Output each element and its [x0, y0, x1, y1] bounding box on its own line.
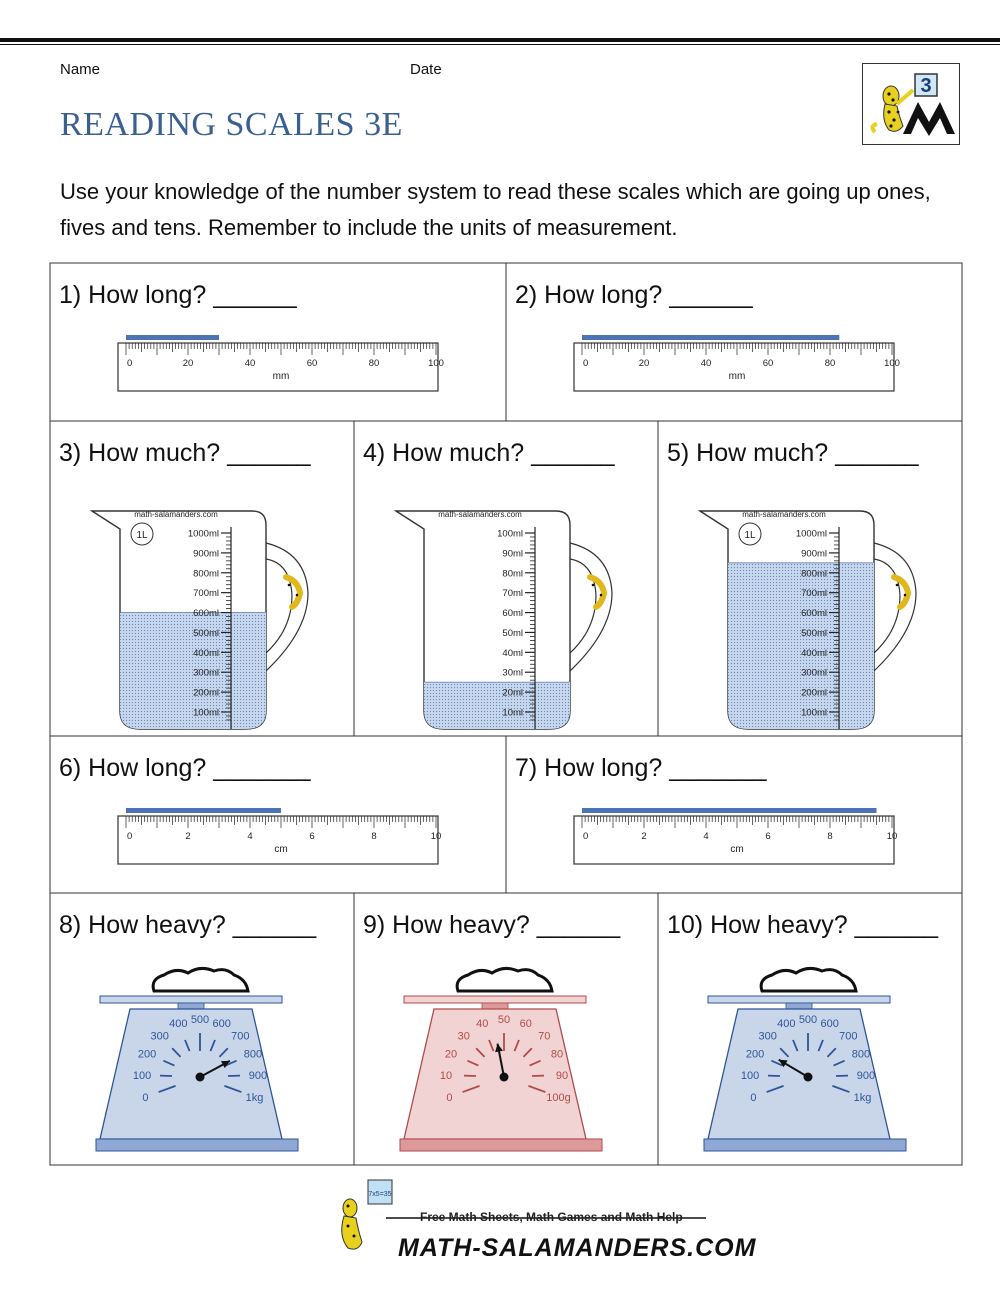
ruler-tick-label: 0 — [127, 358, 133, 369]
ruler-tick-label: 60 — [306, 358, 318, 369]
jug-label: 600ml — [193, 608, 219, 620]
jug-label: 90ml — [502, 548, 523, 560]
ruler-unit-label: mm — [272, 371, 290, 382]
ruler-tick-label: 0 — [583, 358, 589, 369]
dial-label: 500 — [190, 1014, 210, 1026]
jug-handle — [570, 543, 612, 671]
ruler-tick-label: 40 — [244, 358, 256, 369]
dial-label: 80 — [550, 1048, 564, 1061]
dial-label: 60 — [519, 1018, 532, 1031]
ruler-tick-label: 20 — [182, 358, 194, 369]
measured-object-bar — [126, 808, 281, 813]
dial-label: 600 — [212, 1018, 231, 1031]
dial-label: 0 — [750, 1091, 757, 1104]
question-4-text: 4) How much? ______ — [363, 439, 615, 467]
footer-tagline: Free Math Sheets, Math Games and Math Help — [420, 1210, 683, 1224]
question-1-cell — [50, 263, 506, 421]
question-9-cell — [354, 893, 658, 1165]
ruler-tick-label: 10 — [886, 831, 898, 842]
scale-base — [704, 1139, 906, 1151]
ruler-unit-label: cm — [730, 844, 744, 855]
dial-label: 700 — [839, 1030, 858, 1043]
jug-capacity-text: 1L — [744, 530, 756, 541]
weighing-scale-2 — [400, 963, 612, 1159]
scale-plate — [100, 996, 282, 1003]
grade-number: 3 — [920, 75, 932, 97]
ruler-tick-label: 0 — [127, 831, 133, 842]
dial-label: 1kg — [853, 1091, 872, 1104]
dial-label: 30 — [457, 1030, 470, 1043]
ruler-tick-label: 100 — [884, 358, 900, 369]
salamander-spot — [288, 584, 291, 587]
dial-label: 100 — [740, 1069, 760, 1082]
dial-label: 800 — [243, 1048, 263, 1061]
dial-label: 90 — [555, 1069, 569, 1082]
jug-label: 300ml — [801, 667, 827, 679]
question-10-text: 10) How heavy? ______ — [667, 911, 939, 939]
ruler-tick-label: 0 — [583, 831, 589, 842]
question-8-cell — [50, 893, 354, 1165]
question-3-cell — [50, 421, 354, 736]
jug-label: 40ml — [502, 647, 523, 659]
measured-object-bar — [126, 335, 219, 340]
name-label: Name — [60, 61, 101, 78]
ruler-tick-label: 2 — [185, 831, 191, 842]
jug-label: 50ml — [502, 627, 523, 639]
jug-label: 700ml — [193, 588, 219, 600]
jug-label: 400ml — [801, 647, 827, 659]
ruler-tick-label: 2 — [641, 831, 647, 842]
question-8-text: 8) How heavy? ______ — [59, 911, 317, 939]
dial-label: 100 — [132, 1069, 152, 1082]
jug-label: 800ml — [801, 568, 827, 580]
ruler-tick-label: 80 — [824, 358, 836, 369]
scale-plate — [708, 996, 890, 1003]
jug-label: 600ml — [801, 608, 827, 620]
question-5-cell — [658, 421, 962, 736]
dial-label: 1kg — [245, 1091, 264, 1104]
instructions: Use your knowledge of the number system to read these scales which are going up ones, fives and tens. Remember to include the units of measurement. — [60, 179, 931, 240]
question-3-text: 3) How much? ______ — [59, 439, 311, 467]
ruler-tick-label: 8 — [827, 831, 833, 842]
dial-label: 900 — [248, 1069, 268, 1082]
dial-label: 500 — [798, 1014, 818, 1026]
jug-label: 100ml — [193, 707, 219, 719]
dial-center — [500, 1073, 509, 1082]
scale-stem — [482, 1003, 508, 1009]
jug-capacity-text: 1L — [136, 530, 148, 541]
jug-site-label: math-salamanders.com — [742, 510, 826, 519]
ruler-tick-label: 4 — [703, 831, 709, 842]
jug-label: 70ml — [502, 588, 523, 600]
question-5-text: 5) How much? ______ — [667, 439, 919, 467]
salamander-spot — [592, 584, 595, 587]
ruler-tick-label: 6 — [765, 831, 771, 842]
dial-label: 300 — [758, 1030, 777, 1043]
question-1-text: 1) How long? ______ — [59, 281, 297, 309]
ruler-1 — [116, 333, 446, 395]
dial-label: 300 — [150, 1030, 169, 1043]
weighed-object — [457, 968, 552, 991]
dial-label: 50 — [497, 1014, 511, 1026]
question-6-text: 6) How long? _______ — [59, 754, 311, 782]
jug-label: 1000ml — [187, 528, 219, 540]
measuring-jug-1 — [86, 503, 318, 735]
ruler-body — [118, 343, 438, 391]
measuring-jug-2 — [390, 503, 622, 735]
measuring-jug-3 — [694, 503, 926, 735]
ruler-tick-label: 8 — [371, 831, 377, 842]
ruler-unit-label: cm — [274, 844, 288, 855]
jug-label: 100ml — [801, 707, 827, 719]
jug-label: 900ml — [193, 548, 219, 560]
jug-site-label: math-salamanders.com — [438, 510, 522, 519]
ruler-tick-label: 6 — [309, 831, 315, 842]
dial-label: 800 — [851, 1048, 871, 1061]
jug-handle — [266, 543, 308, 671]
measured-object-bar — [582, 335, 839, 340]
dial-center — [196, 1073, 205, 1082]
dial-label: 100g — [546, 1091, 571, 1104]
dial-label: 0 — [446, 1091, 453, 1104]
dial-label: 10 — [439, 1069, 453, 1082]
salamander-spot — [904, 594, 907, 597]
dial-label: 600 — [820, 1018, 839, 1031]
question-2-text: 2) How long? ______ — [515, 281, 753, 309]
ruler-body — [574, 816, 894, 864]
dial-label: 20 — [444, 1048, 458, 1061]
jug-label: 800ml — [193, 568, 219, 580]
jug-label: 200ml — [193, 687, 219, 699]
jug-label: 900ml — [801, 548, 827, 560]
dial-label: 200 — [137, 1048, 157, 1061]
ruler-tick-label: 80 — [368, 358, 380, 369]
salamander-spot — [600, 594, 603, 597]
jug-label: 700ml — [801, 588, 827, 600]
question-6-cell — [50, 736, 506, 893]
jug-label: 20ml — [502, 687, 523, 699]
dial-label: 700 — [231, 1030, 250, 1043]
ruler-unit-label: mm — [728, 371, 746, 382]
scale-base — [96, 1139, 298, 1151]
jug-label: 80ml — [502, 568, 523, 580]
ruler-2 — [572, 333, 902, 395]
ruler-tick-label: 10 — [430, 831, 442, 842]
jug-label: 500ml — [193, 627, 219, 639]
weighed-object — [153, 968, 248, 991]
dial-label: 400 — [169, 1018, 188, 1031]
dial-label: 70 — [538, 1030, 551, 1043]
salamander-spot — [296, 594, 299, 597]
ruler-body — [574, 343, 894, 391]
jug-label: 200ml — [801, 687, 827, 699]
scale-stem — [786, 1003, 812, 1009]
scale-stem — [178, 1003, 204, 1009]
scale-base — [400, 1139, 602, 1151]
jug-label: 30ml — [502, 667, 523, 679]
question-9-text: 9) How heavy? ______ — [363, 911, 621, 939]
weighed-object — [761, 968, 856, 991]
jug-handle — [874, 543, 916, 671]
question-2-cell — [506, 263, 962, 421]
jug-site-label: math-salamanders.com — [134, 510, 218, 519]
ruler-tick-label: 40 — [700, 358, 712, 369]
scale-plate — [404, 996, 586, 1003]
dial-label: 40 — [476, 1018, 489, 1031]
dial-label: 900 — [856, 1069, 876, 1082]
weighing-scale-1 — [96, 963, 308, 1159]
page-title: READING SCALES 3E — [60, 106, 403, 143]
question-4-cell — [354, 421, 658, 736]
weighing-scale-3 — [704, 963, 916, 1159]
jug-label: 400ml — [193, 647, 219, 659]
jug-liquid — [424, 682, 570, 731]
jug-label: 300ml — [193, 667, 219, 679]
dial-label: 400 — [777, 1018, 796, 1031]
ruler-body — [118, 816, 438, 864]
question-10-cell — [658, 893, 962, 1165]
ruler-3 — [116, 806, 446, 868]
jug-label: 10ml — [502, 707, 523, 719]
ruler-tick-label: 4 — [247, 831, 253, 842]
ruler-tick-label: 60 — [762, 358, 774, 369]
measured-object-bar — [582, 808, 877, 813]
salamander-spot — [896, 584, 899, 587]
dial-label: 0 — [142, 1091, 149, 1104]
ruler-4 — [572, 806, 902, 868]
jug-label: 60ml — [502, 608, 523, 620]
ruler-tick-label: 100 — [428, 358, 444, 369]
dial-label: 200 — [745, 1048, 765, 1061]
dial-center — [804, 1073, 813, 1082]
question-7-cell — [506, 736, 962, 893]
question-7-text: 7) How long? _______ — [515, 754, 767, 782]
jug-label: 500ml — [801, 627, 827, 639]
ruler-tick-label: 20 — [638, 358, 650, 369]
jug-label: 1000ml — [795, 528, 827, 540]
footer-badge-text: 7x5=35 — [368, 1191, 392, 1198]
date-label: Date — [410, 61, 442, 78]
jug-label: 100ml — [497, 528, 523, 540]
footer-brand: MATH-SALAMANDERS.COM — [398, 1234, 757, 1262]
